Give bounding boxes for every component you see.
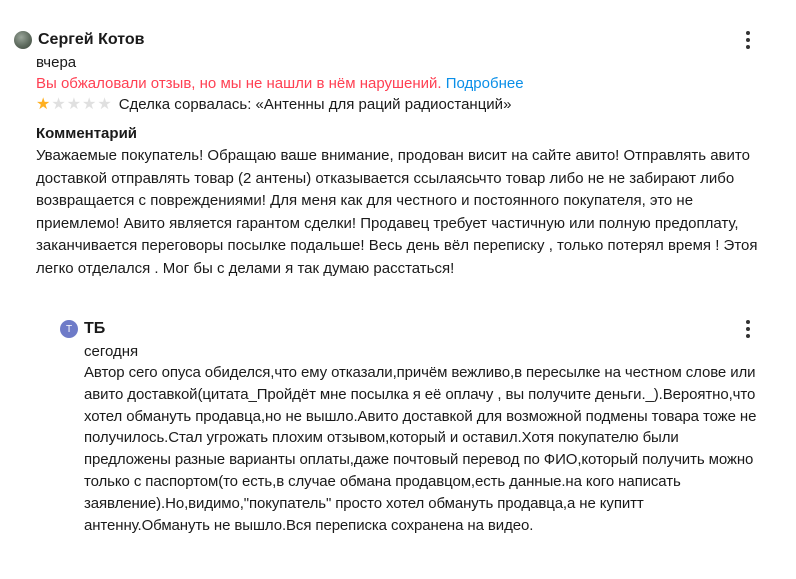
review-card: [14, 28, 784, 281]
star-icon: ★: [66, 96, 82, 113]
rating-row: [36, 94, 784, 116]
reply-header: [60, 317, 760, 341]
author-name[interactable]: Сергей Котов: [38, 31, 145, 48]
comment-title: Комментарий: [36, 125, 138, 142]
seller-reply: [60, 317, 760, 536]
review-comment: Уважаемые покупатель! Обращаю ваше внимание, продован висит на сайте авито! Отправлять авито доставкой отправлять товар (2 антены) отказывается ссылаясьчто товар либо не не забирают либо возвращается с повреждениями! Для меня как для честного и постоянного покупателя, это не приемлемо! Авито является гарантом сделки! Продавец требует частичную или полную предоплату, заканчивается переговоры посылке подальше! Весь день вёл переписку , только потерял время ! Этоя легко отделался . Мог бы с делами я так думаю расстаться!: [36, 147, 758, 277]
star-icon: ★: [51, 96, 66, 113]
reply-author-name[interactable]: ТБ: [84, 320, 106, 337]
review-date: вчера: [36, 54, 77, 71]
appeal-notice: [36, 73, 784, 94]
review-header: [14, 28, 784, 52]
star-icon: ★: [82, 96, 97, 113]
reply-avatar[interactable]: Т: [60, 320, 78, 338]
deal-status: Сделка сорвалась: «Антенны для раций радиостанций»: [118, 96, 512, 113]
appeal-details-link[interactable]: Подробнее: [445, 75, 524, 92]
reply-date: сегодня: [84, 343, 139, 360]
rating-stars: [36, 97, 113, 113]
reply-text: Автор сего опуса обиделся,что ему отказали,причём вежливо,в пересылке на честном слове или авито доставкой(цитата_Пройдёт мне посылка я её оплачу , вы получите деньги._).Вероятно,что хотел обмануть продавца,но не вышло.Авито доставкой для возможной подмены товара тоже не получилось.Стал угрожать плохим отзывом,который и оставил.Хотя покупателю были предложены разные варианты оплаты,даже почтовый перевод по ФИО,который получить можно только с паспортом(то есть,в случае обмана продавцом,есть данные.на кого написать заявление).Но,видимо,"покупатель" просто хотел обмануть продавца,а не купитт антенну.Обмануть не вышло.Вся переписка сохранена на видео.: [84, 364, 757, 534]
star-icon: ★: [36, 96, 51, 113]
star-icon: ★: [97, 96, 112, 113]
review-menu-icon[interactable]: [746, 31, 750, 49]
appeal-notice-text: Вы обжаловали отзыв, но мы не нашли в нём нарушений.: [36, 75, 442, 92]
author-avatar[interactable]: [14, 31, 32, 49]
reply-menu-icon[interactable]: [746, 320, 750, 338]
